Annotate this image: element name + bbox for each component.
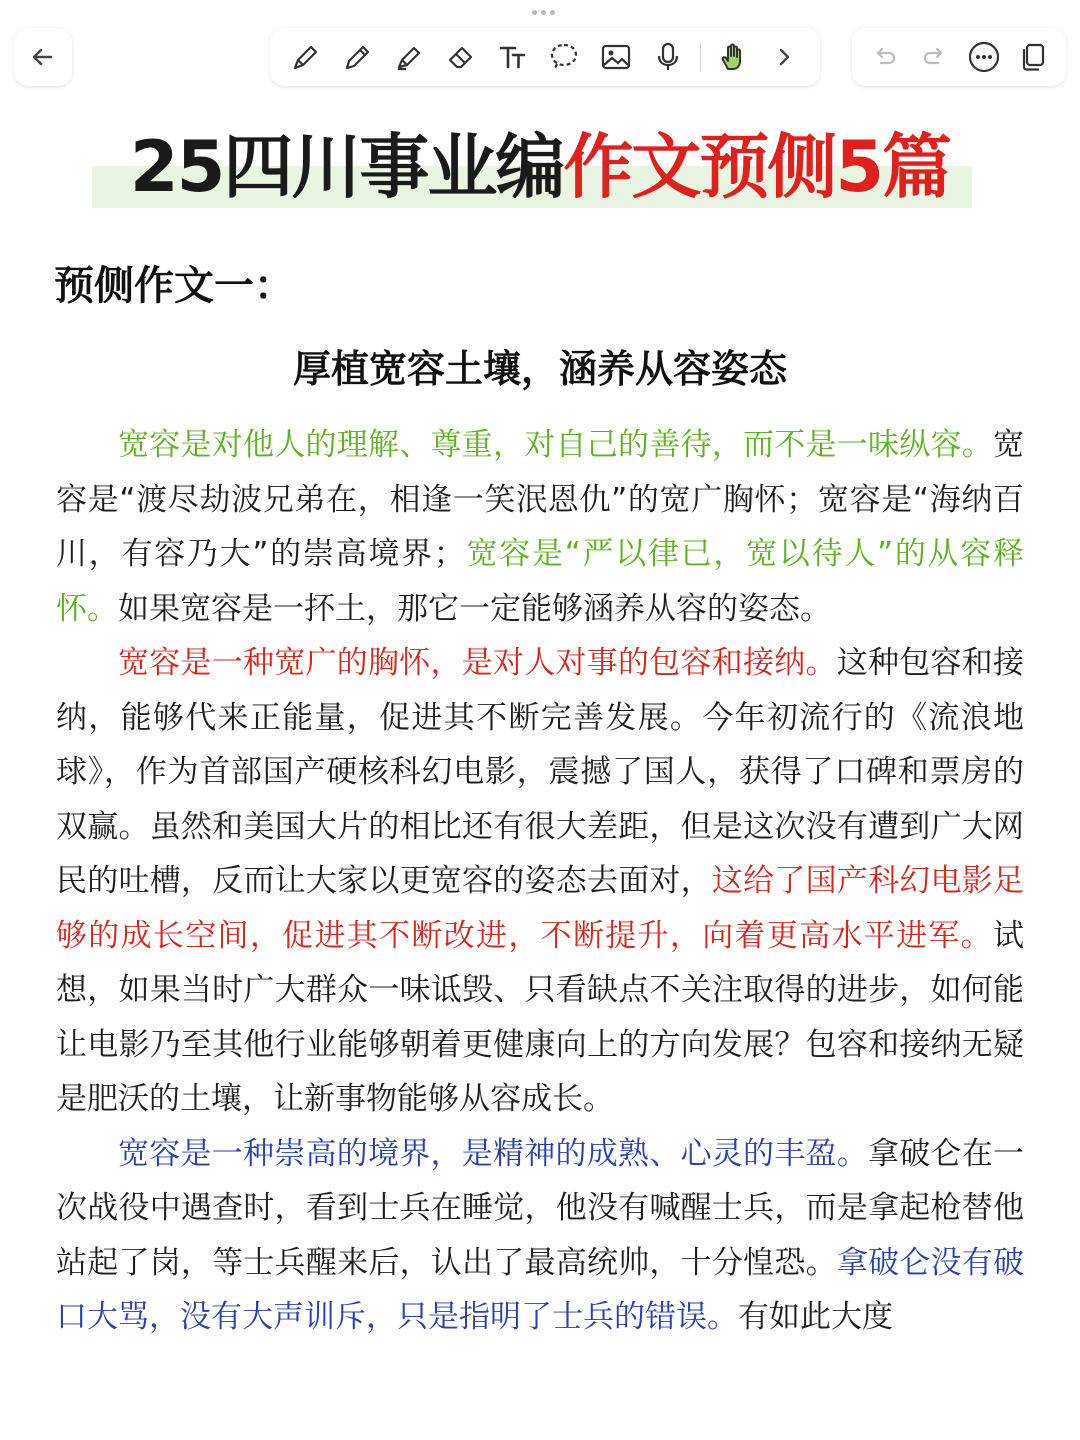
highlight-blue: 宽容是一种崇高的境界，是精神的成熟、心灵的丰盈。 <box>118 1135 868 1172</box>
image-tool-button[interactable] <box>594 35 638 79</box>
highlight-blue: 拿破仑没有破口大骂，没有大声训斥，只是指明了士兵的错误。 <box>56 1244 1025 1335</box>
redo-button[interactable] <box>912 35 956 79</box>
section-label: 预侧作文一： <box>54 263 294 309</box>
text-tool-button[interactable] <box>491 35 535 79</box>
more-icon <box>967 40 1001 74</box>
microphone-tool-button[interactable] <box>646 35 690 79</box>
history-toolbar <box>852 28 1066 86</box>
lasso-icon <box>547 40 581 74</box>
paragraph-1 <box>56 418 1024 636</box>
hand-touch-icon <box>715 40 749 74</box>
undo-icon <box>871 43 899 71</box>
paragraph-text: 如果宽容是一抔土，那它一定能够涵养从容的姿态。 <box>118 590 831 627</box>
toolbar-expand-button[interactable] <box>762 35 806 79</box>
highlight-green: 宽容是“严以律已，宽以待人”的从容释怀。 <box>56 536 1025 627</box>
highlight-red: 这给了国产科幻电影足够的成长空间，促进其不断改进，不断提升，向着更高水平进军。 <box>56 863 1025 954</box>
text-tool-icon <box>496 40 530 74</box>
redo-icon <box>920 43 948 71</box>
paragraph-text: 试想，如果当时广大群众一味诋毁、只看缺点不关注取得的进步，如何能让电影乃至其他行业能够朝着更健康向上的方向发展？包容和接纳无疑是肥沃的土壤，让新事物能够从容成长。 <box>56 917 1024 1117</box>
title-main: 25四川事业编 <box>129 126 564 208</box>
essay-body <box>56 418 1024 1345</box>
image-icon <box>599 40 633 74</box>
window-grip-handle[interactable] <box>528 8 558 18</box>
lasso-tool-button[interactable] <box>543 35 587 79</box>
paragraph-text: 这种包容和接纳，能够代来正能量，促进其不断完善发展。今年初流行的《流浪地球》，作为首部国产硬核科幻电影，震撼了国人，获得了口碑和票房的双赢。虽然和美国大片的相比还有很大差距，但是这次没有遭到广大网民的吐槽，反而让大家以更宽容的姿态去面对， <box>56 645 1024 899</box>
chevron-right-icon <box>771 44 797 70</box>
eraser-tool-button[interactable] <box>439 35 483 79</box>
highlight-red: 宽容是一种宽广的胸怀，是对人对事的包容和接纳。 <box>118 645 837 681</box>
pages-button[interactable] <box>1011 35 1055 79</box>
eraser-icon <box>444 40 478 74</box>
paragraph-text: 拿破仑在一次战役中遇查时，看到士兵在睡觉，他没有喊醒士兵，而是拿起枪替他站起了岗，等士兵醒来后，认出了最高统帅，十分惶恐。 <box>56 1135 1024 1281</box>
pages-icon <box>1017 41 1049 73</box>
paragraph-text: 宽容是“渡尽劫波兄弟在，相逢一笑泯恩仇”的宽广胸怀；宽容是“海纳百川，有容乃大”的崇高境界； <box>56 427 1024 572</box>
toolbar-divider <box>700 42 701 72</box>
pen-tool-button[interactable] <box>284 35 328 79</box>
microphone-icon <box>651 40 685 74</box>
pencil-tool-button[interactable] <box>336 35 380 79</box>
undo-button[interactable] <box>863 35 907 79</box>
touch-tool-button[interactable] <box>711 35 755 79</box>
paragraph-2 <box>56 636 1024 1127</box>
pen-icon <box>289 40 323 74</box>
pencil-icon <box>341 40 375 74</box>
title-accent: 作文预侧5篇 <box>563 126 951 208</box>
paragraph-3 <box>56 1127 1024 1345</box>
paragraph-text: 有如此大度 <box>738 1299 893 1335</box>
highlighter-tool-button[interactable] <box>387 35 431 79</box>
more-options-button[interactable] <box>962 35 1006 79</box>
arrow-left-icon <box>29 43 57 71</box>
essay-title: 厚植宽容土壤，涵养从容姿态 <box>292 347 787 391</box>
drawing-toolbar <box>270 28 820 86</box>
highlight-green: 宽容是对他人的理解、尊重，对自己的善待，而不是一味纵容。 <box>118 427 993 463</box>
highlighter-icon <box>392 40 426 74</box>
back-button[interactable] <box>14 28 72 86</box>
page-title <box>0 122 1080 212</box>
